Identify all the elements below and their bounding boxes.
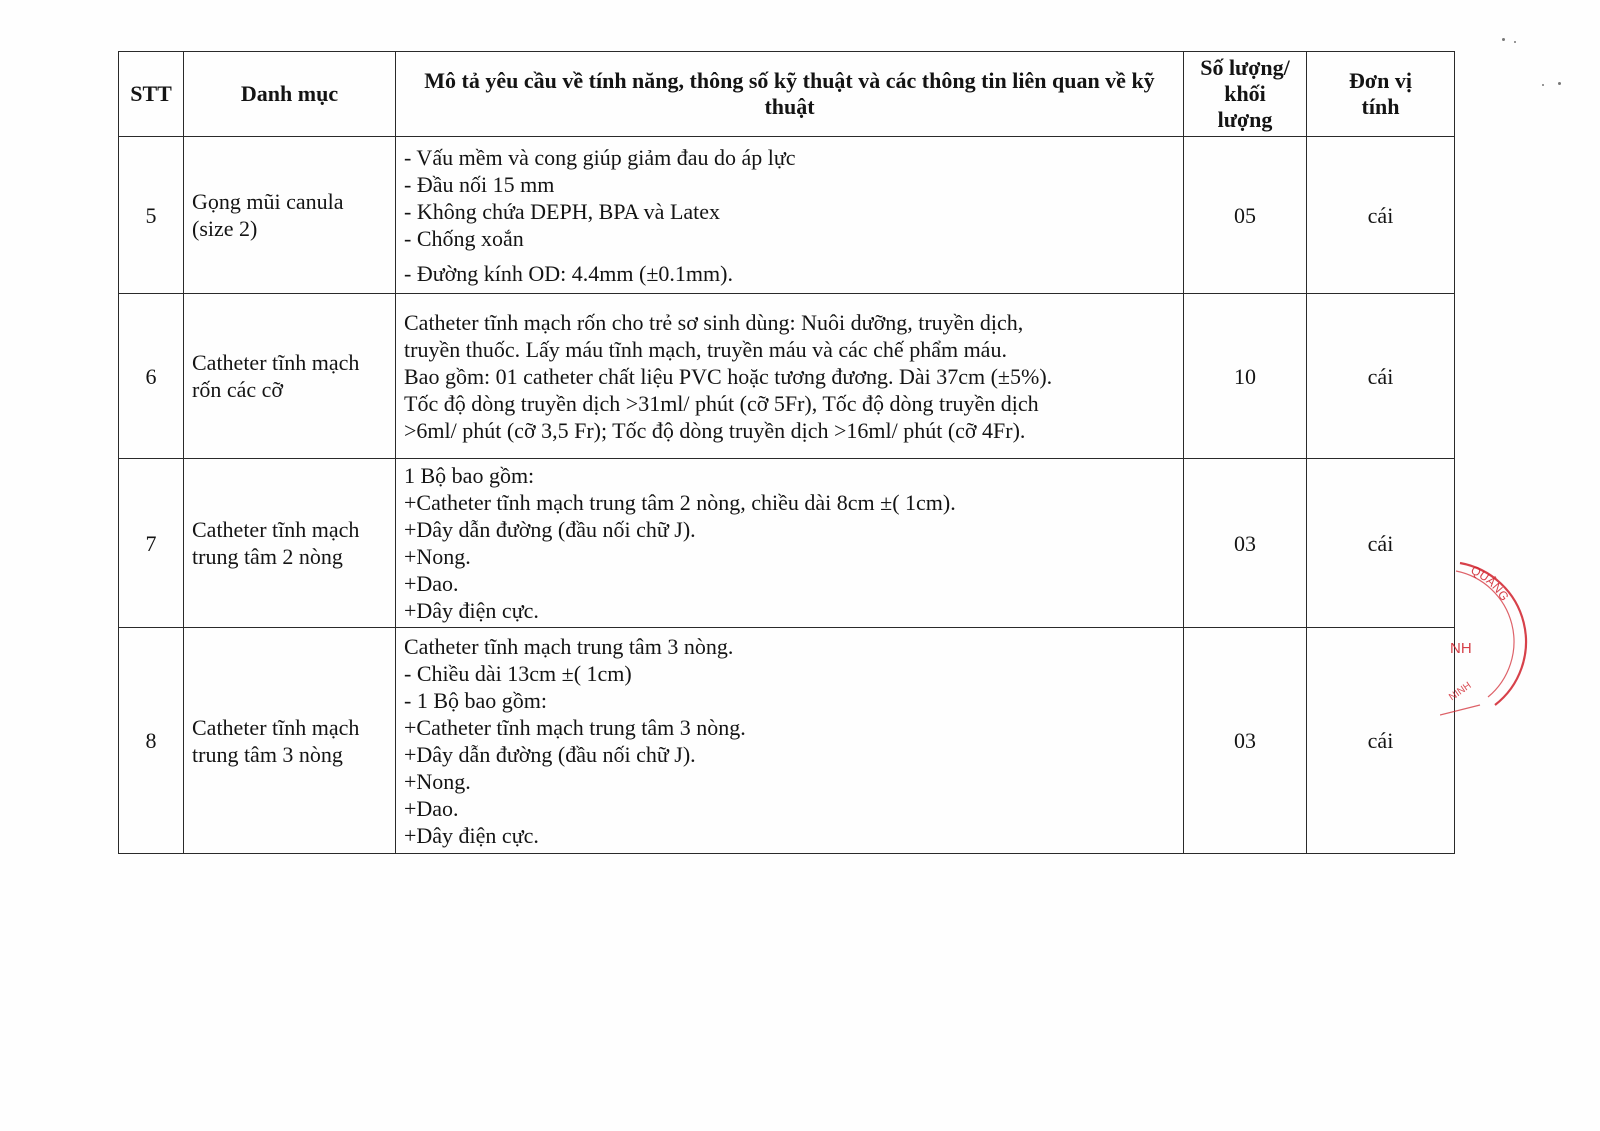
cell-don-vi: cái	[1307, 459, 1455, 628]
cell-so-luong: 10	[1184, 294, 1307, 459]
description-line: truyền thuốc. Lấy máu tĩnh mạch, truyền máu và các chế phẩm máu.	[404, 336, 1007, 362]
header-so-luong: Số lượng/ khối lượng	[1184, 52, 1307, 137]
cell-don-vi: cái	[1307, 628, 1455, 854]
description-line: Tốc độ dòng truyền dịch >31ml/ phút (cỡ 5Fr), Tốc độ dòng truyền dịch	[404, 390, 1039, 416]
description-line: +Catheter tĩnh mạch trung tâm 2 nòng, chiều dài 8cm ±( 1cm).	[404, 490, 956, 515]
cell-stt: 7	[119, 459, 184, 628]
description-line: - 1 Bộ bao gồm:	[404, 687, 547, 713]
seal-mid-text: NH	[1450, 640, 1472, 657]
cell-danh-muc: Catheter tĩnh mạch trung tâm 2 nòng	[184, 459, 396, 628]
header-mo-ta: Mô tả yêu cầu về tính năng, thông số kỹ thuật và các thông tin liên quan về kỹ thuật	[396, 52, 1184, 137]
description-line: Catheter tĩnh mạch trung tâm 3 nòng.	[404, 633, 734, 659]
description-line: >6ml/ phút (cỡ 3,5 Fr); Tốc độ dòng truyền dịch >16ml/ phút (cỡ 4Fr).	[404, 417, 1026, 443]
specification-table	[118, 51, 1455, 854]
description-line: +Dây điện cực.	[404, 598, 539, 623]
scan-speck	[1502, 38, 1505, 41]
table-row	[119, 459, 1455, 628]
description-line: - Vấu mềm và cong giúp giảm đau do áp lực	[404, 144, 796, 170]
cell-danh-muc: Gọng mũi canula (size 2)	[184, 137, 396, 294]
header-stt: STT	[119, 52, 184, 137]
description-line: +Nong.	[404, 768, 471, 794]
cell-don-vi: cái	[1307, 137, 1455, 294]
cell-mo-ta	[396, 459, 1184, 628]
header-don-vi: Đơn vị tính	[1307, 52, 1455, 137]
cell-mo-ta	[396, 137, 1184, 294]
description-line: - Chiều dài 13cm ±( 1cm)	[404, 660, 632, 686]
description-line: +Dao.	[404, 571, 459, 596]
cell-mo-ta	[396, 628, 1184, 854]
header-danh-muc: Danh mục	[184, 52, 396, 137]
table-row	[119, 628, 1455, 854]
description-line: Bao gồm: 01 catheter chất liệu PVC hoặc tương đương. Dài 37cm (±5%).	[404, 363, 1053, 389]
seal-stamp	[1440, 555, 1590, 725]
description-line: Catheter tĩnh mạch rốn cho trẻ sơ sinh dùng: Nuôi dưỡng, truyền dịch,	[404, 309, 1024, 335]
cell-so-luong: 03	[1184, 459, 1307, 628]
seal-low-text: NINH	[1447, 680, 1474, 704]
description-line: 1 Bộ bao gồm:	[404, 463, 535, 488]
table-row	[119, 294, 1455, 459]
cell-don-vi: cái	[1307, 294, 1455, 459]
description-line: - Không chứa DEPH, BPA và Latex	[404, 198, 721, 224]
scan-speck	[1542, 84, 1544, 86]
description-line: +Nong.	[404, 544, 471, 569]
description-line: +Catheter tĩnh mạch trung tâm 3 nòng.	[404, 714, 746, 740]
description-line: +Dao.	[404, 795, 459, 821]
table-row	[119, 137, 1455, 294]
cell-stt: 5	[119, 137, 184, 294]
scan-speck	[1514, 41, 1516, 43]
cell-so-luong: 03	[1184, 628, 1307, 854]
cell-danh-muc: Catheter tĩnh mạch trung tâm 3 nòng	[184, 628, 396, 854]
description-line: +Dây dẫn đường (đầu nối chữ J).	[404, 517, 696, 542]
table-header-row	[119, 52, 1455, 137]
description-line: - Chống xoắn	[404, 225, 524, 251]
description-line: - Đầu nối 15 mm	[404, 171, 555, 197]
description-line: +Dây dẫn đường (đầu nối chữ J).	[404, 741, 696, 767]
cell-mo-ta	[396, 294, 1184, 459]
cell-stt: 6	[119, 294, 184, 459]
cell-so-luong: 05	[1184, 137, 1307, 294]
description-line: - Đường kính OD: 4.4mm (±0.1mm).	[404, 260, 733, 286]
seal-arc-text: QUẢNG	[1468, 562, 1512, 604]
cell-danh-muc: Catheter tĩnh mạch rốn các cỡ	[184, 294, 396, 459]
description-line: +Dây điện cực.	[404, 822, 539, 848]
scan-speck	[1558, 82, 1561, 85]
cell-stt: 8	[119, 628, 184, 854]
